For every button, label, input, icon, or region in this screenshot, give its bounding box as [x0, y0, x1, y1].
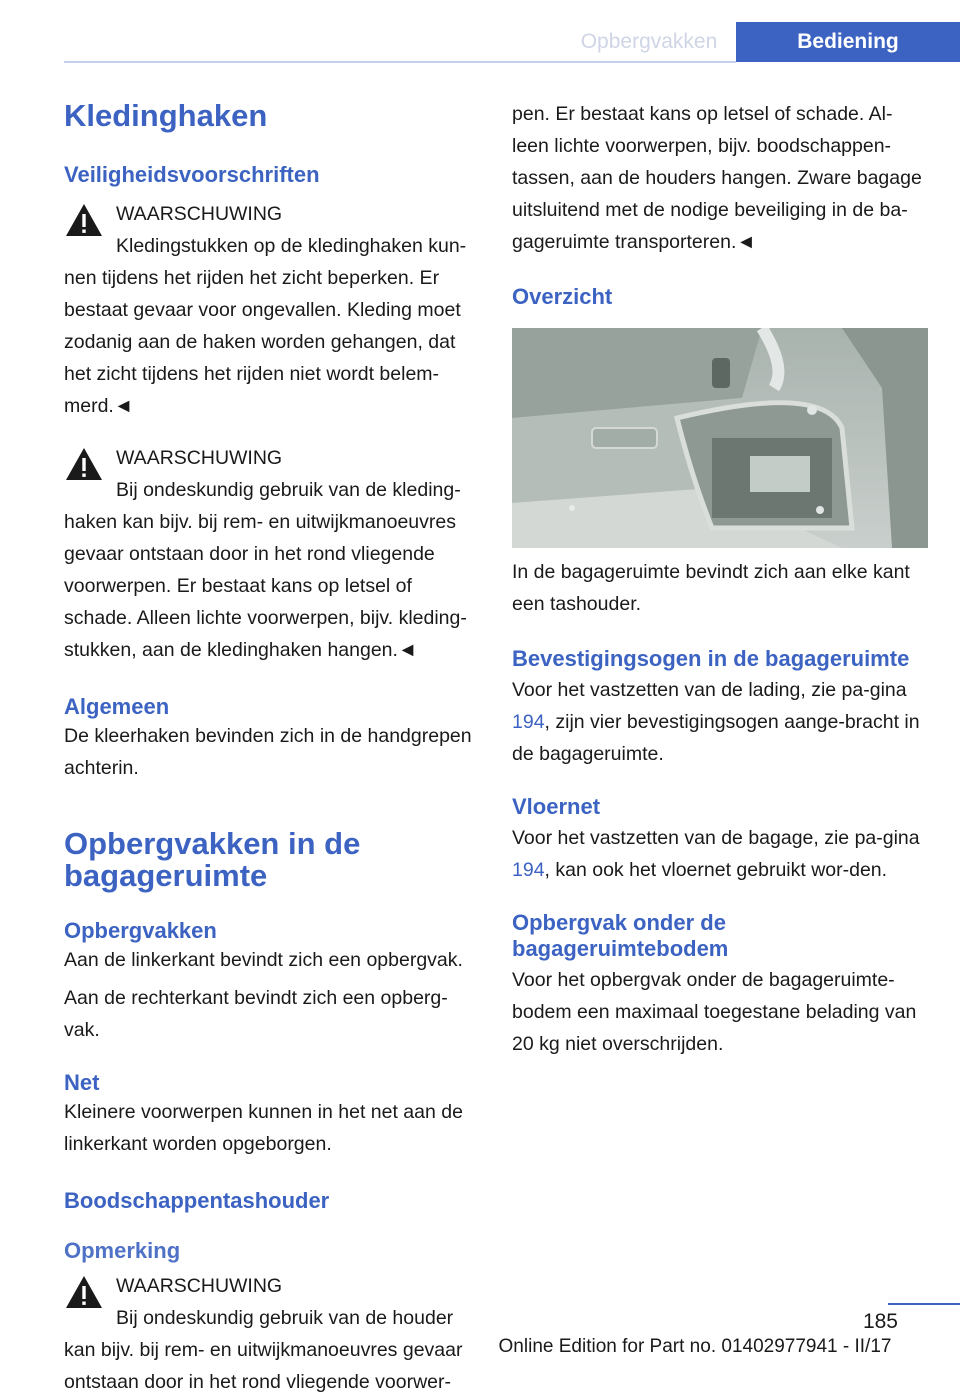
storage-text: Aan de rechterkant bevindt zich een opberg-vak.	[64, 987, 448, 1041]
floor-net-text: Voor het vastzetten van de bagage, zie pa-gina 194, kan ook het vloernet gebruikt wor-den.	[512, 827, 920, 881]
overview-heading: Overzicht	[512, 284, 613, 309]
page-link[interactable]: 194	[512, 859, 545, 881]
lashing-eyes-heading: Bevestigingsogen in de bagageruimte	[512, 646, 910, 671]
storage-heading: Opbergvakken	[64, 918, 217, 943]
warning-icon	[64, 446, 104, 482]
warning-text: kan bijv. bij rem- en uitwijkmanoeuvres gevaar ontstaan door in het rond vliegende voorwer-	[64, 1339, 463, 1393]
general-heading: Algemeen	[64, 694, 170, 719]
floor-net-heading: Vloernet	[512, 794, 601, 819]
page-title: Kledinghaken	[64, 98, 268, 133]
warning-text: haken kan bijv. bij rem- en uitwijkmanoeuvres gevaar ontstaan door in het rond vliegende voorwerpen. Er bestaat kans op letsel of schade. Alleen lichte voorwerpen, bijv. kleding-stukken, aan de kledinghaken hangen.◄	[64, 511, 467, 661]
photo-caption: In de bagageruimte bevindt zich aan elke kant een tashouder.	[512, 561, 910, 615]
general-text: De kleerhaken bevinden zich in de handgrepen achterin.	[64, 725, 472, 779]
net-text: Kleinere voorwerpen kunnen in het net aan de linkerkant worden opgeborgen.	[64, 1101, 463, 1155]
warning-text: nen tijdens het rijden het zicht beperken. Er bestaat gevaar voor ongevallen. Kleding moet zodanig aan de haken worden gehangen, dat het zicht tijdens het rijden niet wordt belem-merd.◄	[64, 267, 461, 417]
bag-holder-heading: Boodschappentashouder	[64, 1188, 330, 1213]
underfloor-heading: Opbergvak onder de bagageruimtebodem	[512, 910, 729, 961]
storage-text: Aan de linkerkant bevindt zich een opbergvak.	[64, 949, 463, 971]
page-header	[0, 0, 960, 62]
warning-text-start: Bij ondeskundig gebruik van de kleding-	[116, 479, 461, 501]
warning-block	[64, 1270, 478, 1398]
warning-block	[64, 198, 478, 422]
footer-rule	[888, 1303, 960, 1305]
warning-block	[64, 442, 478, 666]
chapter-tab[interactable]: Bediening	[736, 22, 960, 62]
note-heading: Opmerking	[64, 1238, 181, 1263]
safety-heading: Veiligheidsvoorschriften	[64, 162, 320, 187]
warning-title: WAARSCHUWING	[116, 1275, 283, 1297]
warning-icon	[64, 1274, 104, 1310]
net-heading: Net	[64, 1070, 100, 1095]
warning-text-start: Kledingstukken op de kledinghaken kun-	[116, 235, 467, 257]
warning-title: WAARSCHUWING	[116, 203, 283, 225]
header-rule	[64, 61, 736, 63]
underfloor-text: Voor het opbergvak onder de bagageruimte-bodem een maximaal toegestane belading van 20 kg niet overschrijden.	[512, 969, 917, 1055]
page-link[interactable]: 194	[512, 711, 545, 733]
section-tab[interactable]: Opbergvakken	[580, 30, 718, 53]
warning-icon	[64, 202, 104, 238]
section-title: Opbergvakken in de bagageruimte	[64, 826, 361, 893]
left-column	[64, 96, 478, 1398]
warning-text-start: Bij ondeskundig gebruik van de houder	[116, 1307, 454, 1329]
edition-footer: Online Edition for Part no. 01402977941 - II/17	[498, 1336, 892, 1357]
lashing-eyes-text: Voor het vastzetten van de lading, zie pa-gina 194, zijn vier bevestigingsogen aange-bracht in de bagageruimte.	[512, 679, 920, 765]
warning-title: WAARSCHUWING	[116, 447, 283, 469]
warning-continuation: pen. Er bestaat kans op letsel of schade. Al-leen lichte voorwerpen, bijv. boodschappen-tassen, aan de houders hangen. Zware bagage uitsluitend met de nodige beveiliging in de ba-gageruimte transporteren.◄	[512, 103, 922, 253]
page-number: 185	[862, 1310, 898, 1333]
trunk-photo	[512, 328, 928, 548]
right-column	[512, 96, 926, 1060]
